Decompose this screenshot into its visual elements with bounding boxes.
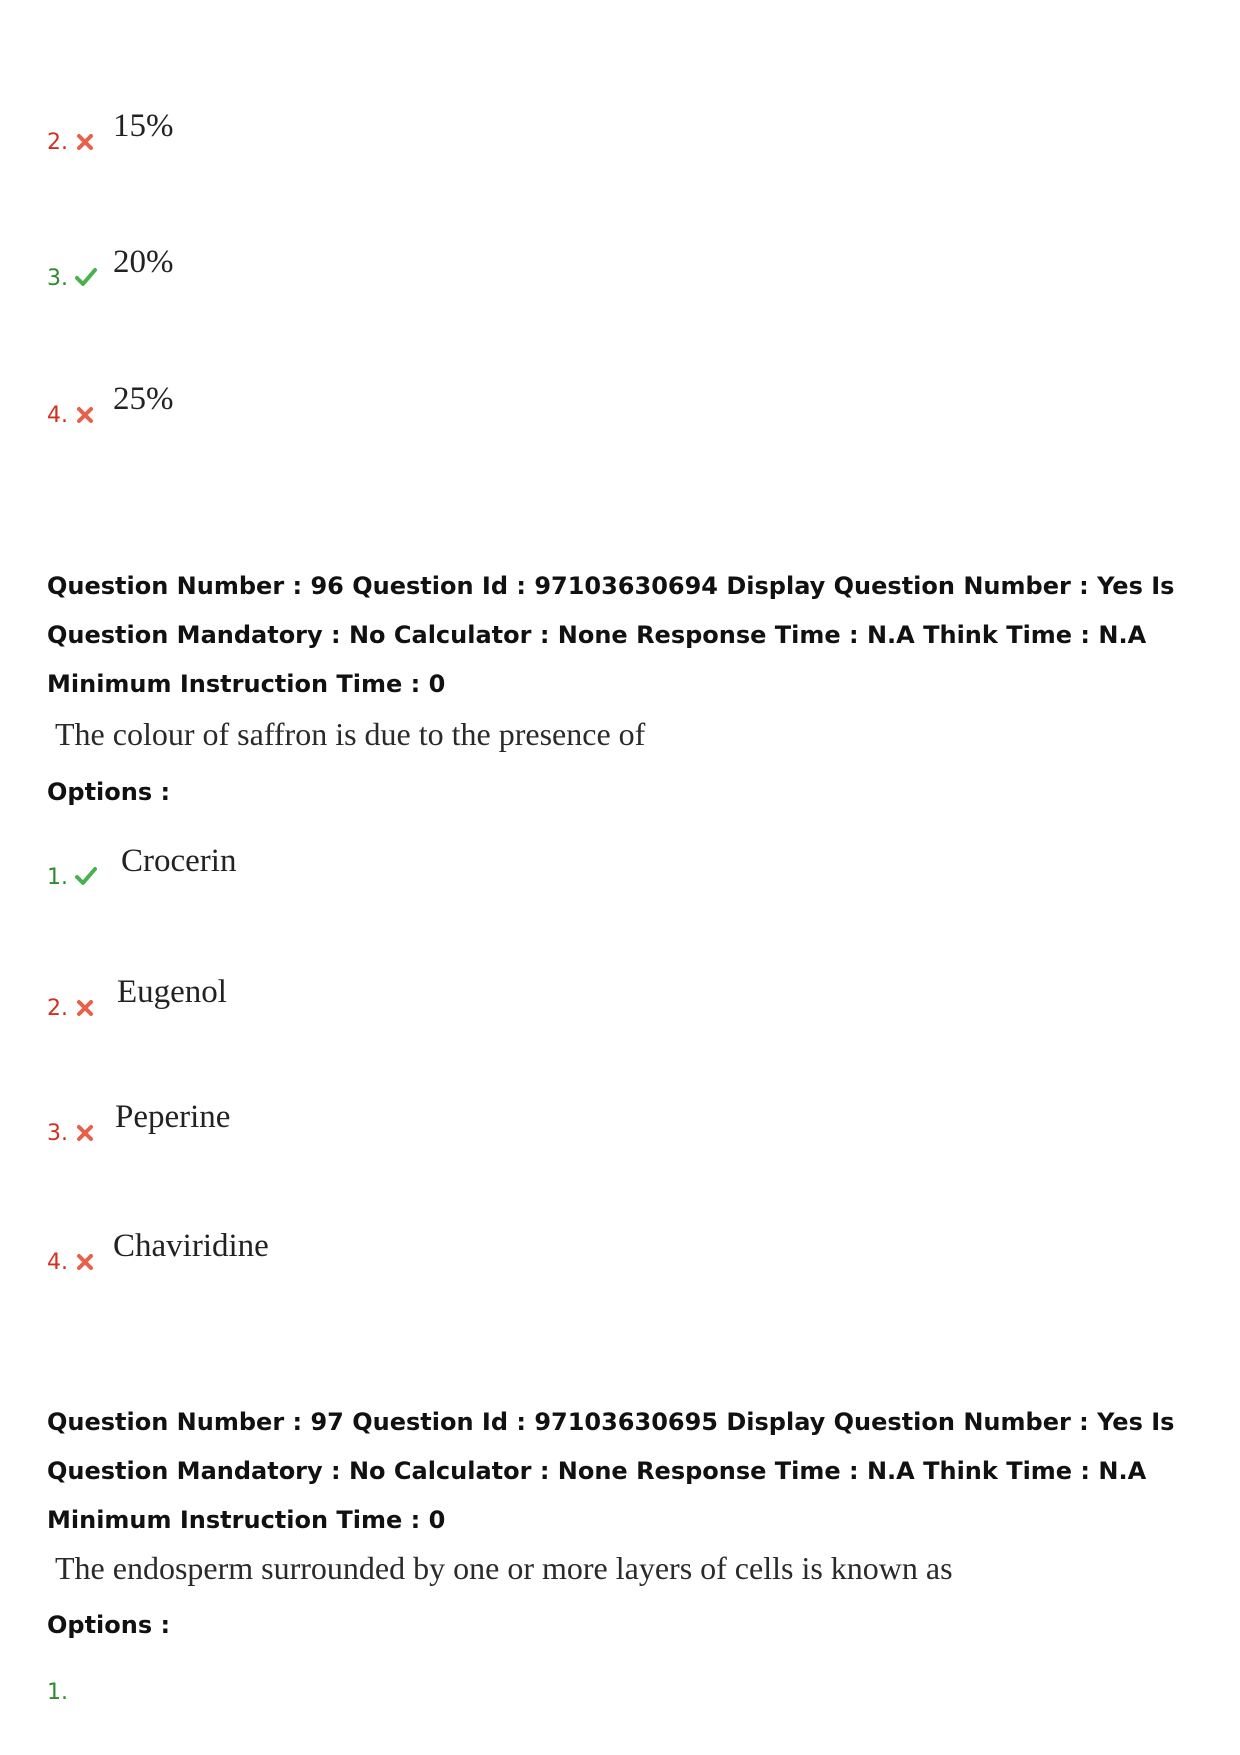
q96-header: Question Number : 96 Question Id : 97103630694 Display Question Number : Yes Is Question Mandatory : No Calculator : None Response Time : N.A Think Time : N.A Minimum Instruction Time : 0: [47, 572, 1175, 698]
option-number: 1.: [47, 865, 68, 890]
option-number: 2.: [47, 130, 68, 155]
option-number: 1.: [47, 1680, 68, 1705]
cross-icon: [75, 998, 95, 1018]
q97-header: Question Number : 97 Question Id : 97103630695 Display Question Number : Yes Is Question Mandatory : No Calculator : None Response Time : N.A Think Time : N.A Minimum Instruction Time : 0: [47, 1408, 1175, 1534]
cross-icon: [75, 1123, 95, 1143]
option-number: 2.: [47, 996, 68, 1021]
option-text: 15%: [113, 108, 174, 144]
q96-options-label: Options :: [47, 778, 171, 806]
option-text: Eugenol: [117, 974, 227, 1010]
cross-icon: [75, 1252, 95, 1272]
q96-question-text: The colour of saffron is due to the presence of: [55, 716, 646, 752]
option-text: Chaviridine: [113, 1228, 269, 1264]
option-number: 4.: [47, 1250, 68, 1275]
option-text: 20%: [113, 244, 174, 280]
option-number: 3.: [47, 266, 68, 291]
option-number: 3.: [47, 1121, 68, 1146]
cross-icon: [75, 405, 95, 425]
option-text: Peperine: [115, 1099, 231, 1135]
option-text: 25%: [113, 381, 174, 417]
cross-icon: [75, 132, 95, 152]
check-icon: [75, 267, 95, 287]
check-icon: [75, 866, 95, 886]
option-text: Crocerin: [121, 843, 237, 879]
option-number: 4.: [47, 403, 68, 428]
q97-options-label: Options :: [47, 1611, 171, 1639]
q97-question-text: The endosperm surrounded by one or more layers of cells is known as: [55, 1550, 953, 1586]
